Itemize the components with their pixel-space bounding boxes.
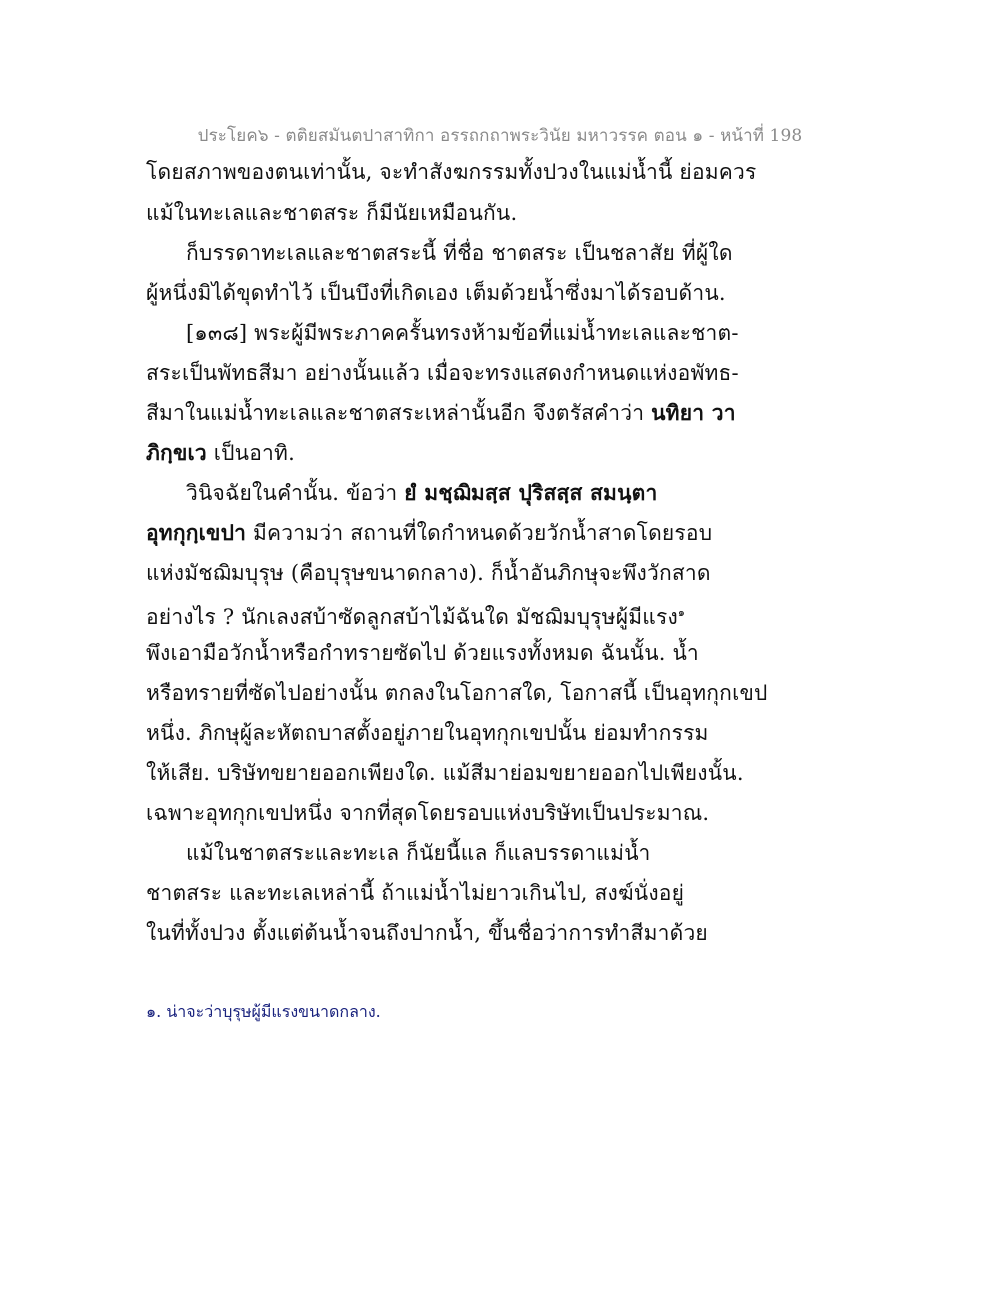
body-line	[186, 478, 657, 508]
body-text: สีมาในแม่น้ำทะเลและชาตสระเหล่านั้นอีก จึงตรัสคำว่า	[146, 401, 652, 425]
body-text: อย่างไร ? นักเลงสบ้าซัดลูกสบ้าไม้ฉันใด มัชฌิมบุรุษผู้มีแรง	[146, 605, 678, 629]
body-text: วินิจฉัยในคำนั้น. ข้อว่า	[186, 481, 405, 505]
body-line: พึงเอามือวักน้ำหรือกำทรายซัดไป ด้วยแรงทั้งหมด ฉันนั้น. น้ำ	[146, 641, 699, 665]
body-line: [๑๓๘] พระผู้มีพระภาคครั้นทรงห้ามข้อที่แม่น้ำทะเลและชาต-	[186, 321, 739, 345]
body-line: ก็บรรดาทะเลและชาตสระนี้ ที่ชื่อ ชาตสระ เป็นชลาสัย ที่ผู้ใด	[186, 241, 733, 265]
body-line	[146, 598, 685, 632]
body-line	[146, 518, 712, 548]
footnote: ๑. น่าจะว่าบุรุษผู้มีแรงขนาดกลาง.	[146, 1002, 381, 1021]
body-line: แม้ในทะเลและชาตสระ ก็มีนัยเหมือนกัน.	[146, 201, 518, 225]
body-line: สระเป็นพัทธสีมา อย่างนั้นแล้ว เมื่อจะทรงแสดงกำหนดแห่งอพัทธ-	[146, 361, 739, 385]
pali-term: นทิยา วา	[651, 400, 736, 425]
page-header: ประโยค๖ - ตติยสมันตปาสาทิกา อรรถกถาพระวินัย มหาวรรค ตอน ๑ - หน้าที่ 198	[197, 126, 803, 146]
body-line	[146, 398, 736, 428]
body-line	[146, 438, 295, 468]
pali-term: อุทกุกฺเขปา	[146, 520, 247, 545]
body-line: เฉพาะอุทกุกเขปหนึ่ง จากที่สุดโดยรอบแห่งบริษัทเป็นประมาณ.	[146, 801, 710, 825]
body-line: ผู้หนึ่งมิได้ขุดทำไว้ เป็นบึงที่เกิดเอง เต็มด้วยน้ำซึ่งมาได้รอบด้าน.	[146, 281, 726, 305]
body-line: ชาตสระ และทะเลเหล่านี้ ถ้าแม่น้ำไม่ยาวเกินไป, สงฆ์นั่งอยู่	[146, 881, 685, 905]
pali-term: ยํ มชฺฌิมสฺส ปุริสสฺส สมนฺตา	[404, 480, 658, 505]
body-line: แห่งมัชฌิมบุรุษ (คือบุรุษขนาดกลาง). ก็น้ำอันภิกษุจะพึงวักสาด	[146, 561, 711, 585]
body-line: ในที่ทั้งปวง ตั้งแต่ต้นน้ำจนถึงปากน้ำ, ขึ้นชื่อว่าการทำสีมาด้วย	[146, 921, 708, 945]
body-text: มีความว่า สถานที่ใดกำหนดด้วยวักน้ำสาดโดยรอบ	[246, 521, 713, 545]
footnote-marker: ๑	[677, 606, 686, 619]
body-line: แม้ในชาตสระและทะเล ก็นัยนี้แล ก็แลบรรดาแม่น้ำ	[186, 841, 651, 865]
body-line: ให้เสีย. บริษัทขยายออกเพียงใด. แม้สีมาย่อมขยายออกไปเพียงนั้น.	[146, 761, 744, 785]
body-line: หรือทรายที่ซัดไปอย่างนั้น ตกลงในโอกาสใด, โอกาสนี้ เป็นอุทกุกเขป	[146, 681, 768, 705]
pali-term: ภิกฺขเว	[146, 440, 207, 465]
body-line: โดยสภาพของตนเท่านั้น, จะทำสังฆกรรมทั้งปวงในแม่น้ำนี้ ย่อมควร	[146, 160, 757, 184]
body-line: หนึ่ง. ภิกษุผู้ละหัตถบาสตั้งอยู่ภายในอุทกุกเขปนั้น ย่อมทำกรรม	[146, 721, 709, 745]
body-text: เป็นอาทิ.	[206, 441, 295, 465]
